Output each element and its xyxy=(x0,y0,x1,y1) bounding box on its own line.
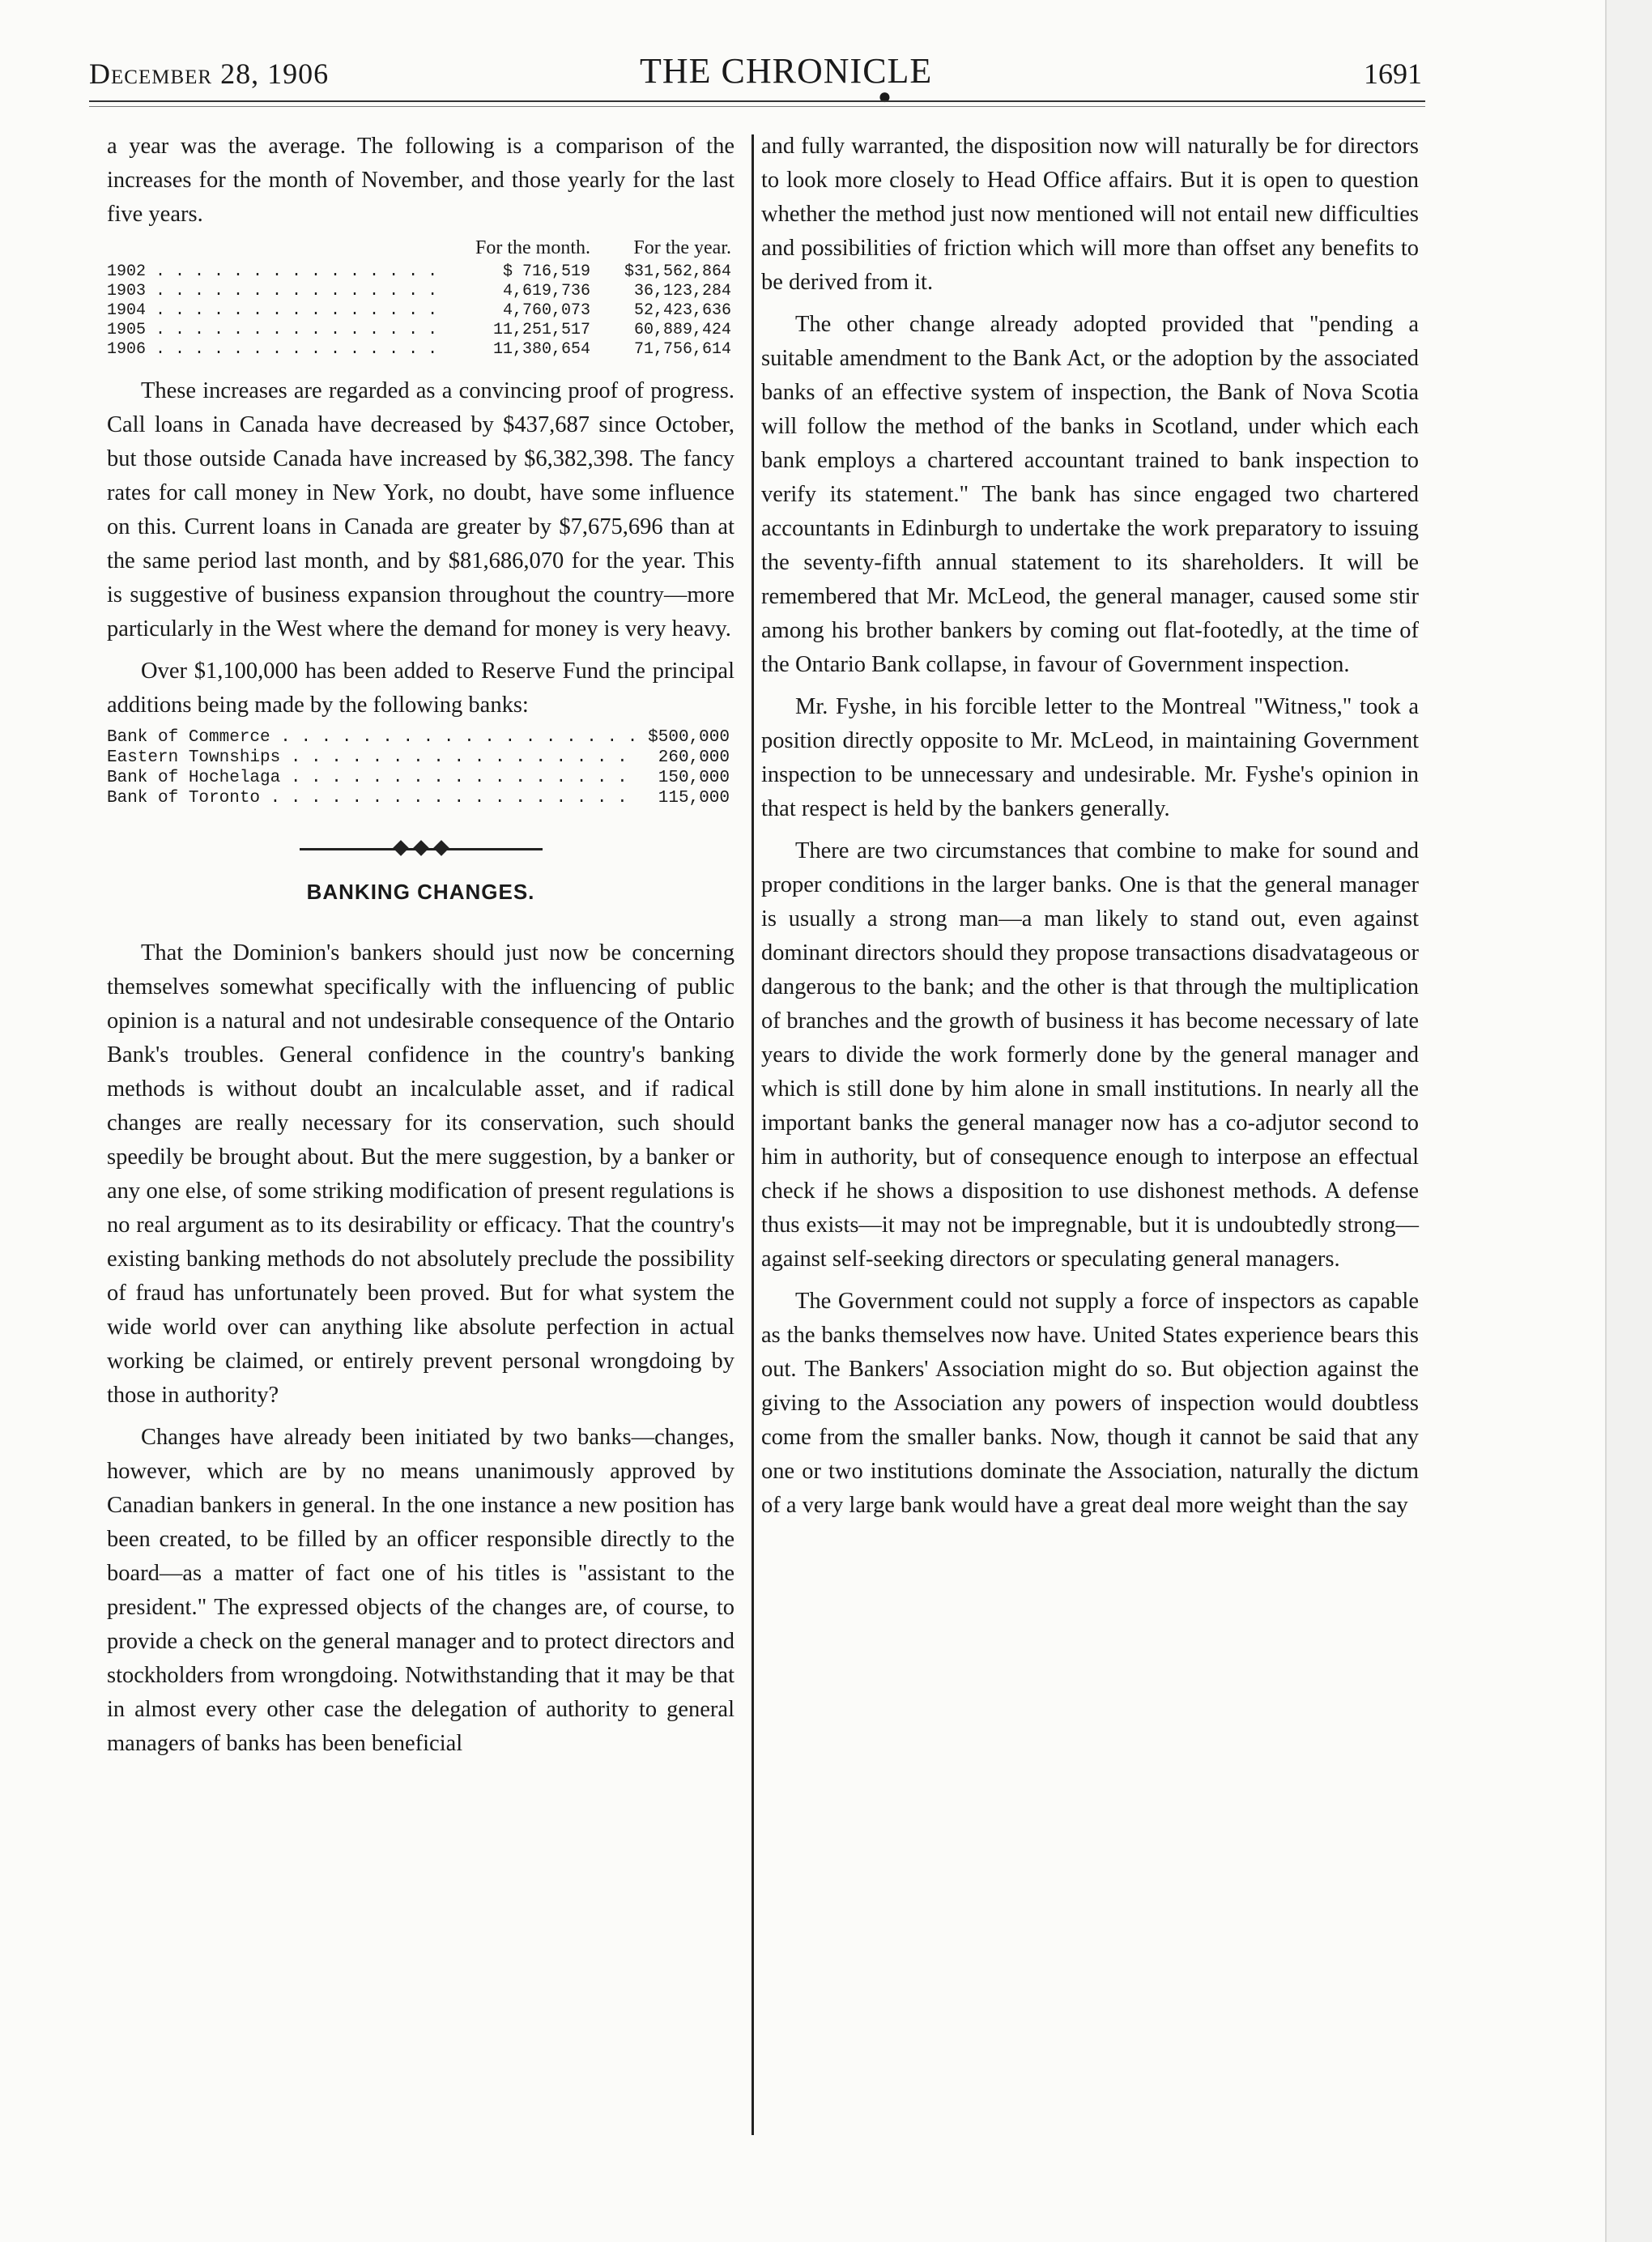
bank-amount: $500,000 xyxy=(648,728,730,747)
bank-name: Bank of Hochelaga . . . . . . . . . . . . . . . . . xyxy=(107,769,628,787)
row-year-value: $31,562,864 xyxy=(624,262,731,281)
bank-row xyxy=(107,768,734,788)
publication-title xyxy=(640,50,933,109)
section-title: BANKING CHANGES. xyxy=(306,880,535,904)
row-month-value: $ 716,519 xyxy=(502,262,590,281)
table-row xyxy=(107,321,734,340)
page-number: 1691 xyxy=(1364,58,1422,90)
section-ornament xyxy=(300,841,543,857)
row-month-value: 11,251,517 xyxy=(492,321,590,339)
government-paragraph: The Government could not supply a force of inspectors as capable as the banks themselves now have. United States experience bears this out. The Bankers' Association might do so. But objection against the giving to the Association any powers of inspection would doubtless come from the smaller banks. Now, though it cannot be said that any one or two institutions dominate the Association, naturally the dictum of a very large bank would have a great deal more weight than the say xyxy=(761,1289,1419,1518)
ornament-diamond xyxy=(433,840,449,856)
bank-row xyxy=(107,748,734,768)
row-year-value: 36,123,284 xyxy=(633,282,731,300)
left-column xyxy=(107,130,734,1761)
issue-date: December 28, 1906 xyxy=(89,58,330,90)
right-column xyxy=(761,130,1419,1523)
page-header xyxy=(89,50,1422,109)
bank-name: Bank of Toronto . . . . . . . . . . . . . . . . . . xyxy=(107,789,628,808)
bank-amount: 260,000 xyxy=(658,748,730,767)
table-header-year-total: For the year. xyxy=(633,237,731,258)
row-year: 1902 . . . . . . . . . . . . . . . xyxy=(107,262,438,281)
reserve-paragraph: Over $1,100,000 has been added to Reserve Fund the principal additions being made by the following banks: xyxy=(107,659,734,718)
bank-name: Eastern Townships . . . . . . . . . . . . . . . . . xyxy=(107,748,628,767)
circumstances-paragraph: There are two circumstances that combine to make for sound and proper conditions in the larger banks. One is that the general manager is usually a strong man—a man likely to stand out, even against dominant directors should they propose transactions disadvatageous or dangerous to the bank; and the other is that through the multiplication of branches and the growth of business it has become necessary of late years to divide the work formerly done by the general manager and which is still done by him alone in small institutions. In nearly all the important banks the general manager now has a co-adjutor second to him in authority, but of consequence enough to interpose an effectual check if he shows a disposition to use dishonest methods. A defense thus exists—it may not be impregnable, but it is undoubtedly strong—against self-seeking directors or speculating general managers. xyxy=(761,838,1419,1272)
table-row xyxy=(107,262,734,282)
bank-row xyxy=(107,788,734,808)
row-year: 1905 . . . . . . . . . . . . . . . xyxy=(107,321,438,339)
table-row xyxy=(107,282,734,301)
column-divider xyxy=(751,134,754,2135)
banking-changes-paragraph-2: Changes have already been initiated by two banks—changes, however, which are by no means unanimously approved by Canadian bankers in general. In the one instance a new position has been created, to be filled by an officer responsible directly to the board—as a matter of fact one of his titles is "assistant to the president." The expressed objects of the changes are, of course, to provide a check on the general manager and to protect directors and stockholders from wrongdoing. Notwithstanding that it may be that in almost every other case the delegation of authority to general managers of banks has been beneficial xyxy=(107,1425,734,1756)
page-edge xyxy=(1605,0,1652,2242)
bank-amount: 115,000 xyxy=(658,789,730,808)
bank-amount: 150,000 xyxy=(658,769,730,787)
nova-scotia-paragraph: The other change already adopted provided that "pending a suitable amendment to the Bank Act, or the adoption by the associated banks of an effective system of inspection, the Bank of Nova Scotia will follow the method of the banks in Scotland, under which each bank employs a chartered accountant trained to bank inspection to verify its statement." The bank has since engaged two chartered accountants in Edinburgh to undertake the work preparatory to issuing the seventy-fifth annual statement to its shareholders. It will be remembered that Mr. McLeod, the general manager, caused some stir among his brother bankers by coming out flat-footedly, at the time of the Ontario Bank collapse, in favour of Government inspection. xyxy=(761,312,1419,677)
intro-paragraph: a year was the average. The following is a comparison of the increases for the month of November, and those yearly for the last five years. xyxy=(107,134,734,227)
ornament-diamond xyxy=(413,840,429,856)
bank-name: Bank of Commerce . . . . . . . . . . . . . . . . . . xyxy=(107,728,638,747)
progress-paragraph: These increases are regarded as a convincing proof of progress. Call loans in Canada have decreased by $437,687 since October, but those outside Canada have increased by $6,382,398. The fancy rates for call money in New York, no doubt, have some influence on this. Current loans in Canada are greater by $7,675,696 than at the same period last month, and by $81,686,070 for the year. This is suggestive of business expansion throughout the country—more particularly in the West where the demand for money is very heavy. xyxy=(107,378,734,641)
table-row xyxy=(107,301,734,321)
publication-title-text: THE CHRONICLE xyxy=(640,51,933,91)
row-year: 1906 . . . . . . . . . . . . . . . xyxy=(107,340,438,359)
row-month-value: 4,619,736 xyxy=(502,282,590,300)
table-header-year xyxy=(107,238,453,262)
row-year-value: 52,423,636 xyxy=(633,301,731,320)
row-month-value: 4,760,073 xyxy=(502,301,590,320)
ornament-diamond xyxy=(393,840,409,856)
header-rule xyxy=(89,100,1425,107)
row-year-value: 60,889,424 xyxy=(633,321,731,339)
banking-changes-paragraph-1: That the Dominion's bankers should just now be concerning themselves somewhat specifically with the influencing of public opinion is a natural and not undesirable consequence of the Ontario Bank's troubles. General confidence in the country's banking methods is without doubt an incalculable asset, and if radical changes are really necessary for its conservation, such should speedily be brought about. But the mere suggestion, by a banker or any one else, of some striking modification of present regulations is no real argument as to its desirability or efficacy. That the country's existing banking methods do not absolutely preclude the possibility of fraud has unfortunately been proved. But for what system the wide world over can anything like absolute perfection in actual working be claimed, or entirely prevent personal wrongdoing by those in authority? xyxy=(107,940,734,1408)
table-row xyxy=(107,340,734,360)
bank-row xyxy=(107,727,734,748)
title-dot: ● xyxy=(878,84,892,109)
table-header-row xyxy=(107,238,734,262)
row-year: 1903 . . . . . . . . . . . . . . . xyxy=(107,282,438,300)
increases-table xyxy=(107,238,734,360)
row-year: 1904 . . . . . . . . . . . . . . . xyxy=(107,301,438,320)
row-year-value: 71,756,614 xyxy=(633,340,731,359)
fyshe-paragraph: Mr. Fyshe, in his forcible letter to the Montreal "Witness," took a position directly opposite to Mr. McLeod, in maintaining Government inspection to be unnecessary and undesirable. Mr. Fyshe's opinion in that respect is held by the bankers generally. xyxy=(761,694,1419,821)
row-month-value: 11,380,654 xyxy=(492,340,590,359)
reserve-banks-table xyxy=(107,727,734,808)
continued-paragraph: and fully warranted, the disposition now will naturally be for directors to look more closely to Head Office affairs. But it is open to question whether the method just now mentioned will not entail new difficulties and possibilities of friction which will more than offset any benefits to be derived from it. xyxy=(761,134,1419,295)
table-header-month: For the month. xyxy=(475,237,590,258)
